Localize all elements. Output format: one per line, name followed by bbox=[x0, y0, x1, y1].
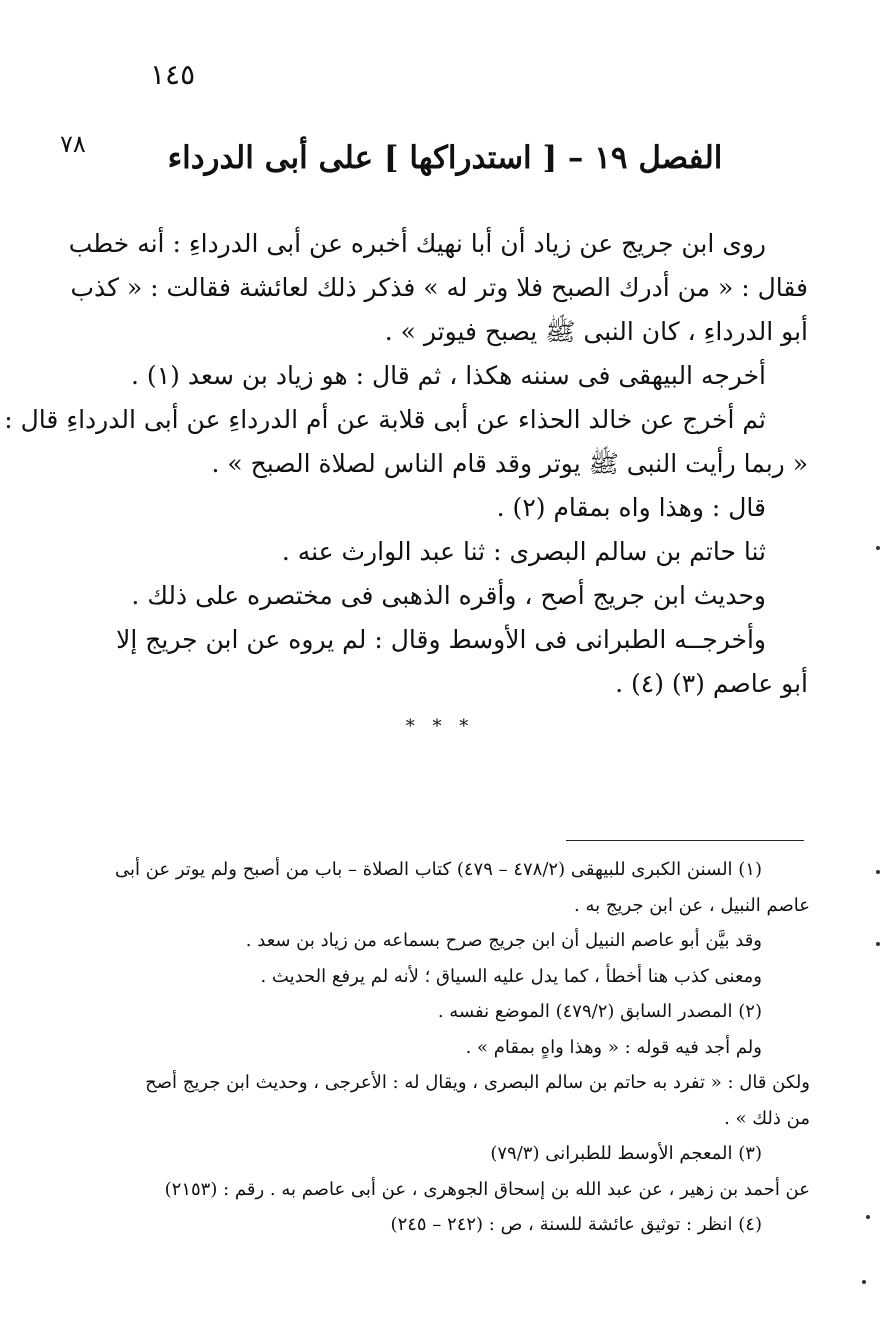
section-number: ٧٨ bbox=[60, 130, 86, 158]
footnote-line: (١) السنن الكبرى للبيهقى (٤٧٨/٢ – ٤٧٩) كتاب الصلاة – باب من أصبح ولم يوتر عن أبى bbox=[114, 859, 762, 880]
footnotes bbox=[100, 852, 810, 1243]
body-line: أبو الدرداءِ ، كان النبى ﷺ يصبح فيوتر » . bbox=[384, 317, 808, 346]
margin-dot bbox=[876, 546, 880, 550]
body-line: أخرجه البيهقى فى سننه هكذا ، ثم قال : هو زياد بن سعد (١) . bbox=[131, 361, 766, 390]
footnote-line: ولم أجد فيه قوله : « وهذا واهٍ بمقام » . bbox=[465, 1036, 762, 1058]
footnote-line: عاصم النبيل ، عن ابن جريج به . bbox=[574, 894, 810, 916]
body-line: ثنا حاتم بن سالم البصرى : ثنا عبد الوارث عنه . bbox=[281, 537, 766, 566]
footnote-line: ولكن قال : « تفرد به حاتم بن سالم البصرى ، ويقال له : الأعرجى ، وحديث ابن جريج أصح bbox=[145, 1072, 810, 1093]
body-line: وحديث ابن جريج أصح ، وأقره الذهبى فى مختصره على ذلك . bbox=[131, 581, 766, 610]
body-text bbox=[4, 222, 808, 706]
chapter-title: الفصل ١٩ – [ استدراكها ] على أبى الدرداء bbox=[167, 140, 723, 176]
footnote-line: وقد بيَّن أبو عاصم النبيل أن ابن جريج صرح بسماعه من زياد بن سعد . bbox=[245, 930, 762, 951]
margin-dot bbox=[876, 942, 880, 946]
footnote-line: عن أحمد بن زهير ، عن عبد الله بن إسحاق الجوهرى ، عن أبى عاصم به . رقم : (٢١٥٣) bbox=[164, 1178, 810, 1200]
body-line: وأخرجــه الطبرانى فى الأوسط وقال : لم يروه عن ابن جريج إلا bbox=[116, 625, 766, 654]
page-number: ١٤٥ bbox=[150, 58, 196, 91]
footnote-line: (٤) انظر : توثيق عائشة للسنة ، ص : (٢٤٢ – ٢٤٥) bbox=[390, 1214, 762, 1235]
body-line: فقال : « من أدرك الصبح فلا وتر له » فذكر ذلك لعائشة فقالت : « كذب bbox=[70, 273, 808, 302]
section-separator: * * * bbox=[405, 716, 475, 737]
body-line: قال : وهذا واه بمقام (٢) . bbox=[496, 493, 766, 522]
footnote-line: (٢) المصدر السابق (٤٧٩/٢) الموضع نفسه . bbox=[437, 1001, 762, 1022]
footnote-line: من ذلك » . bbox=[724, 1107, 810, 1129]
footnote-divider bbox=[566, 840, 804, 841]
margin-dot bbox=[876, 870, 880, 874]
body-line: روى ابن جريج عن زياد أن أبا نهيك أخبره عن أبى الدرداءِ : أنه خطب bbox=[68, 229, 766, 258]
footnote-line: (٣) المعجم الأوسط للطبرانى (٧٩/٣) bbox=[490, 1143, 762, 1164]
body-line: ثم أخرج عن خالد الحذاء عن أبى قلابة عن أم الدرداءِ عن أبى الدرداءِ قال : bbox=[4, 405, 766, 434]
margin-dot bbox=[862, 1280, 866, 1284]
body-line: أبو عاصم (٣) (٤) . bbox=[615, 669, 808, 698]
margin-dot bbox=[866, 1215, 870, 1219]
body-line: « ربما رأيت النبى ﷺ يوتر وقد قام الناس لصلاة الصبح » . bbox=[211, 449, 808, 478]
footnote-line: ومعنى كذب هنا أخطأ ، كما يدل عليه السياق ؛ لأنه لم يرفع الحديث . bbox=[260, 965, 762, 987]
